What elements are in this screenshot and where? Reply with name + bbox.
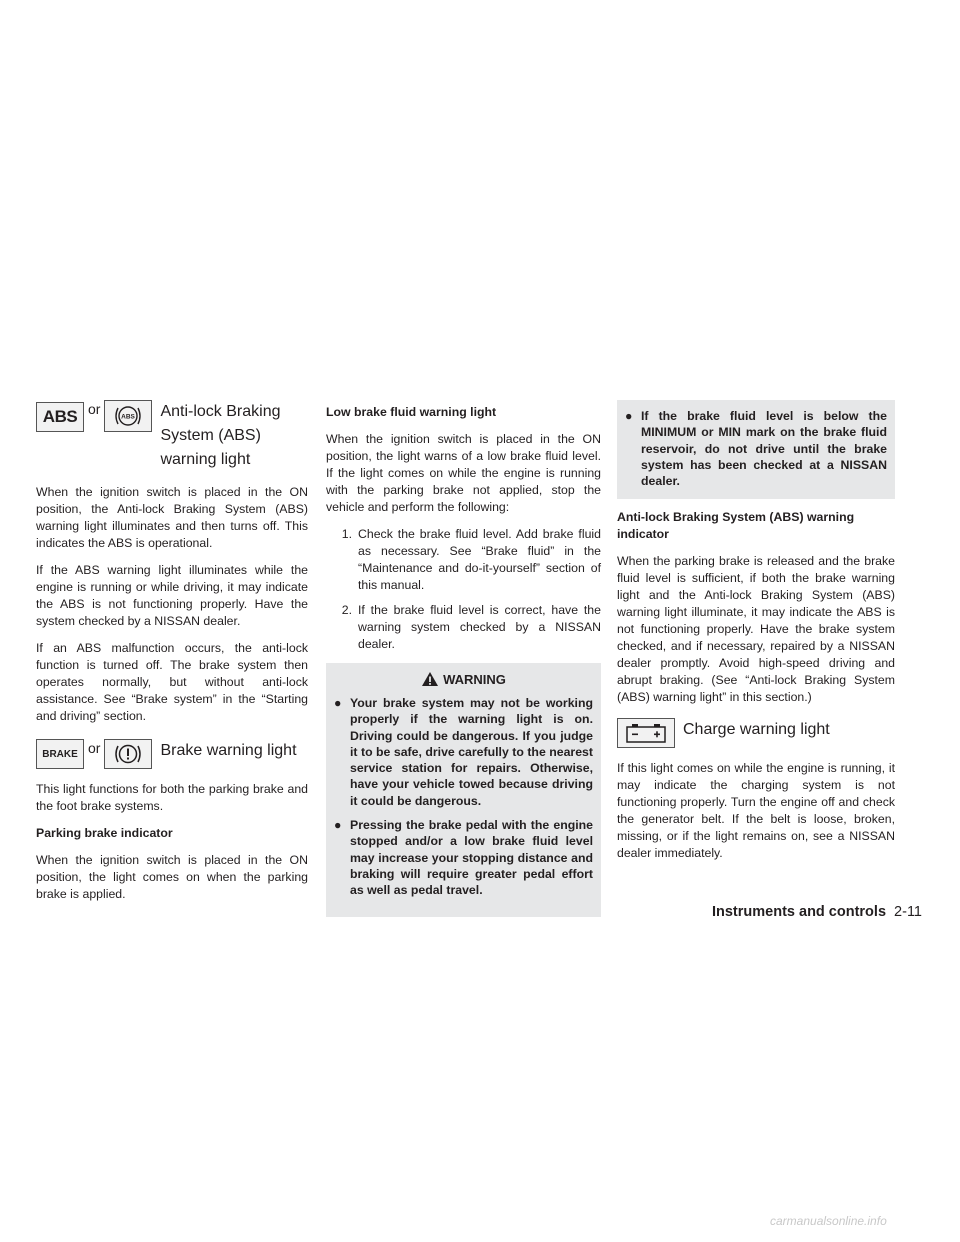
low-fluid-paragraph: When the ignition switch is placed in the ON position, the light warns of a low brake fluid level. If the light comes on while the engine is running with the parking brake not applied, stop the vehicle and perform the following:: [326, 432, 601, 514]
battery-icon: [617, 718, 675, 748]
list-item: [326, 526, 601, 594]
footer-section: Instruments and controls: [711, 904, 887, 920]
step-text: Check the brake fluid level. Add brake fluid as necessary. See “Brake fluid” in the “Maintenance and do-it-yourself” section of this manual.: [358, 527, 601, 592]
list-item: [334, 695, 593, 809]
charge-paragraph: If this light comes on while the engine is running, it may indicate the charging system is not functioning properly. Turn the engine off and check the generator belt. If the belt is loose, broken, missing, or if the light remains on, see a NISSAN dealer immediately.: [617, 761, 895, 861]
abs-title-line-2: System (ABS): [160, 427, 261, 444]
parking-brake-subhead: Parking brake indicator: [36, 826, 173, 840]
abs-paragraph-3: If an ABS malfunction occurs, the anti-lock function is turned off. The brake system then operates normally, but without anti-lock assistance. See “Brake system” in the “Starting and driving” section.: [36, 641, 308, 723]
abs-paragraph-1: When the ignition switch is placed in the ON position, the Anti-lock Braking System (ABS) warning light illuminates and then turns off. This indicates the ABS is operational.: [36, 485, 308, 550]
brake-icon-label: BRAKE: [42, 748, 78, 760]
charge-warning-heading: [617, 718, 895, 748]
column-middle: [326, 404, 601, 917]
low-fluid-subhead: Low brake fluid warning light: [326, 405, 497, 419]
parking-brake-paragraph: When the ignition switch is placed in the ON position, the light comes on when the parking brake is applied.: [36, 853, 308, 901]
list-item: [326, 602, 601, 653]
warning-title-text: WARNING: [443, 671, 506, 687]
abs-warning-heading: [36, 400, 308, 472]
abs-indicator-subhead: Anti-lock Braking System (ABS) warning indicator: [617, 510, 855, 542]
watermark: carmanualsonline.info: [770, 1214, 887, 1228]
warning-box-continued: [617, 400, 895, 499]
brake-warning-title: Brake warning light: [160, 742, 297, 759]
list-item: [334, 817, 593, 898]
brake-warning-heading: [36, 739, 308, 769]
bullet-icon: ●: [625, 409, 633, 423]
warning-list: [334, 695, 593, 899]
charge-warning-title: Charge warning light: [683, 721, 830, 739]
warning-list: [625, 408, 887, 489]
step-number: 2.: [341, 603, 352, 617]
column-right: [617, 400, 895, 872]
warning-text: Pressing the brake pedal with the engine stopped and/or a low brake fluid level may increase your stopping distance and braking will require greater pedal effort as well as pedal travel.: [350, 818, 593, 898]
abs-indicator-paragraph: When the parking brake is released and the brake fluid level is sufficient, if both the brake warning light and the Anti-lock Braking System (ABS) warning light illuminate, it may indicate the ABS is not functioning properly. Have the brake system checked, and if necessary, repaired by a NISSAN dealer promptly. Avoid high-speed driving and abrupt braking. (See “Anti-lock Braking System (ABS) warning light” in this section.): [617, 554, 895, 705]
page-footer: [712, 904, 922, 920]
abs-warning-title: [160, 400, 280, 472]
footer-page-number: 2-11: [894, 904, 922, 920]
step-number: 1.: [341, 527, 352, 541]
warning-text: If the brake fluid level is below the MINIMUM or MIN mark on the brake fluid reservoir, do not drive until the brake system has been checked at a NISSAN dealer.: [641, 409, 887, 489]
or-label: or: [88, 740, 101, 756]
warning-box: [326, 663, 601, 917]
abs-paragraph-2: If the ABS warning light illuminates while the engine is running or while driving, it may indicate the ABS is not functioning properly. Have the system checked by a NISSAN dealer.: [36, 563, 308, 628]
column-left: [36, 400, 308, 913]
bullet-icon: ●: [334, 818, 342, 833]
steps-list: [326, 526, 601, 653]
brake-text-icon: [36, 739, 84, 769]
or-label: or: [88, 401, 101, 417]
step-text: If the brake fluid level is correct, have the warning system checked by a NISSAN dealer.: [358, 603, 601, 651]
abs-text-icon: [36, 402, 84, 432]
brake-paragraph: This light functions for both the parking brake and the foot brake systems.: [36, 782, 308, 813]
abs-icon-label: ABS: [42, 407, 78, 426]
abs-title-line-1: Anti-lock Braking: [160, 403, 281, 420]
brake-circle-icon: [104, 739, 152, 769]
svg-text:ABS: ABS: [121, 413, 136, 421]
abs-title-line-3: warning light: [160, 451, 251, 468]
warning-title: [334, 671, 593, 687]
abs-circle-icon: [104, 400, 152, 432]
bullet-icon: ●: [334, 696, 342, 710]
warning-triangle-icon: [421, 671, 439, 687]
warning-text: Your brake system may not be working properly if the warning light is on. Driving could be dangerous. If you judge it to be safe, drive carefully to the nearest service station for repairs. Otherwise, have your vehicle towed because driving it could be dangerous.: [350, 696, 593, 808]
list-item: [625, 408, 887, 489]
